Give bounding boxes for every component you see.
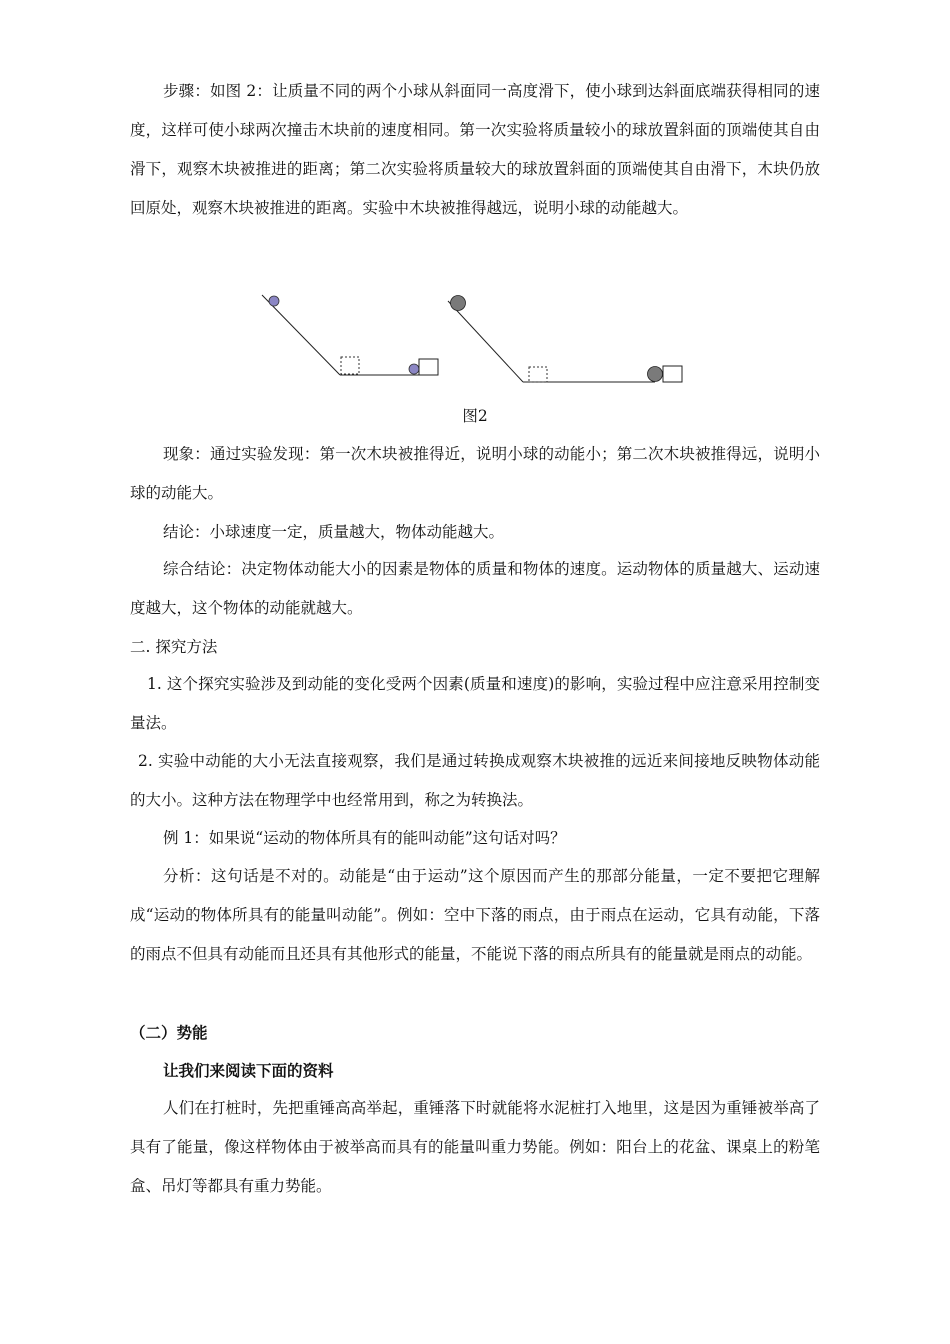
- block-original-position-right: [529, 367, 547, 382]
- phenomenon-paragraph: 现象：通过实验发现：第一次木块被推得近，说明小球的动能小；第二次木块被推得远，说明小球的动能大。: [130, 445, 820, 502]
- reading-heading: 让我们来阅读下面的资料: [163, 1062, 334, 1080]
- large-ball-top: [451, 296, 466, 311]
- overall-conclusion-paragraph: 综合结论：决定物体动能大小的因素是物体的质量和物体的速度。运动物体的质量越大、运动速度越大，这个物体的动能就越大。: [130, 560, 820, 617]
- figure-2-diagram: [250, 285, 700, 395]
- block-original-position-left: [341, 357, 359, 374]
- block-pushed-left: [419, 359, 438, 375]
- potential-energy-paragraph: 人们在打桩时，先把重锤高高举起，重锤落下时就能将水泥桩打入地里，这是因为重锤被举高了具有了能量，像这样物体由于被举高而具有的能量叫重力势能。例如：阳台上的花盆、课桌上的粉笔盒、吊灯等都具有重力势能。: [130, 1099, 820, 1195]
- block-pushed-right: [663, 366, 682, 382]
- section-2-heading: 二. 探究方法: [130, 638, 218, 656]
- incline-left: [262, 295, 340, 375]
- conclusion-paragraph: 结论：小球速度一定，质量越大，物体动能越大。: [163, 523, 505, 541]
- method-1-paragraph: 1. 这个探究实验涉及到动能的变化受两个因素(质量和速度)的影响，实验过程中应注意采用控制变量法。: [130, 675, 820, 732]
- small-ball-top: [269, 296, 279, 306]
- analysis-paragraph: 分析：这句话是不对的。动能是“由于运动”这个原因而产生的那部分能量，一定不要把它理解成“运动的物体所具有的能量叫动能”。例如：空中下落的雨点，由于雨点在运动，它具有动能，下落的雨点不但具有动能而且还具有其他形式的能量，不能说下落的雨点所具有的能量就是雨点的动能。: [130, 867, 820, 963]
- potential-energy-heading: （二）势能: [130, 1024, 208, 1042]
- method-2-paragraph: 2. 实验中动能的大小无法直接观察，我们是通过转换成观察木块被推的远近来间接地反映物体动能的大小。这种方法在物理学中也经常用到，称之为转换法。: [130, 752, 821, 809]
- small-ball-bottom: [409, 364, 419, 374]
- example-1-paragraph: 例 1：如果说“运动的物体所具有的能叫动能”这句话对吗？: [163, 829, 566, 847]
- large-ball-bottom: [648, 367, 663, 382]
- figure-caption: 图2: [462, 407, 488, 425]
- steps-paragraph: 步骤：如图 2：让质量不同的两个小球从斜面同一高度滑下，使小球到达斜面底端获得相同的速度，这样可使小球两次撞击木块前的速度相同。第一次实验将质量较小的球放置斜面的顶端使其自由滑下，观察木块被推进的距离；第二次实验将质量较大的球放置斜面的顶端使其自由滑下，木块仍放回原处，观察木块被推进的距离。实验中木块被推得越远，说明小球的动能越大。: [130, 82, 820, 217]
- incline-right: [448, 301, 523, 382]
